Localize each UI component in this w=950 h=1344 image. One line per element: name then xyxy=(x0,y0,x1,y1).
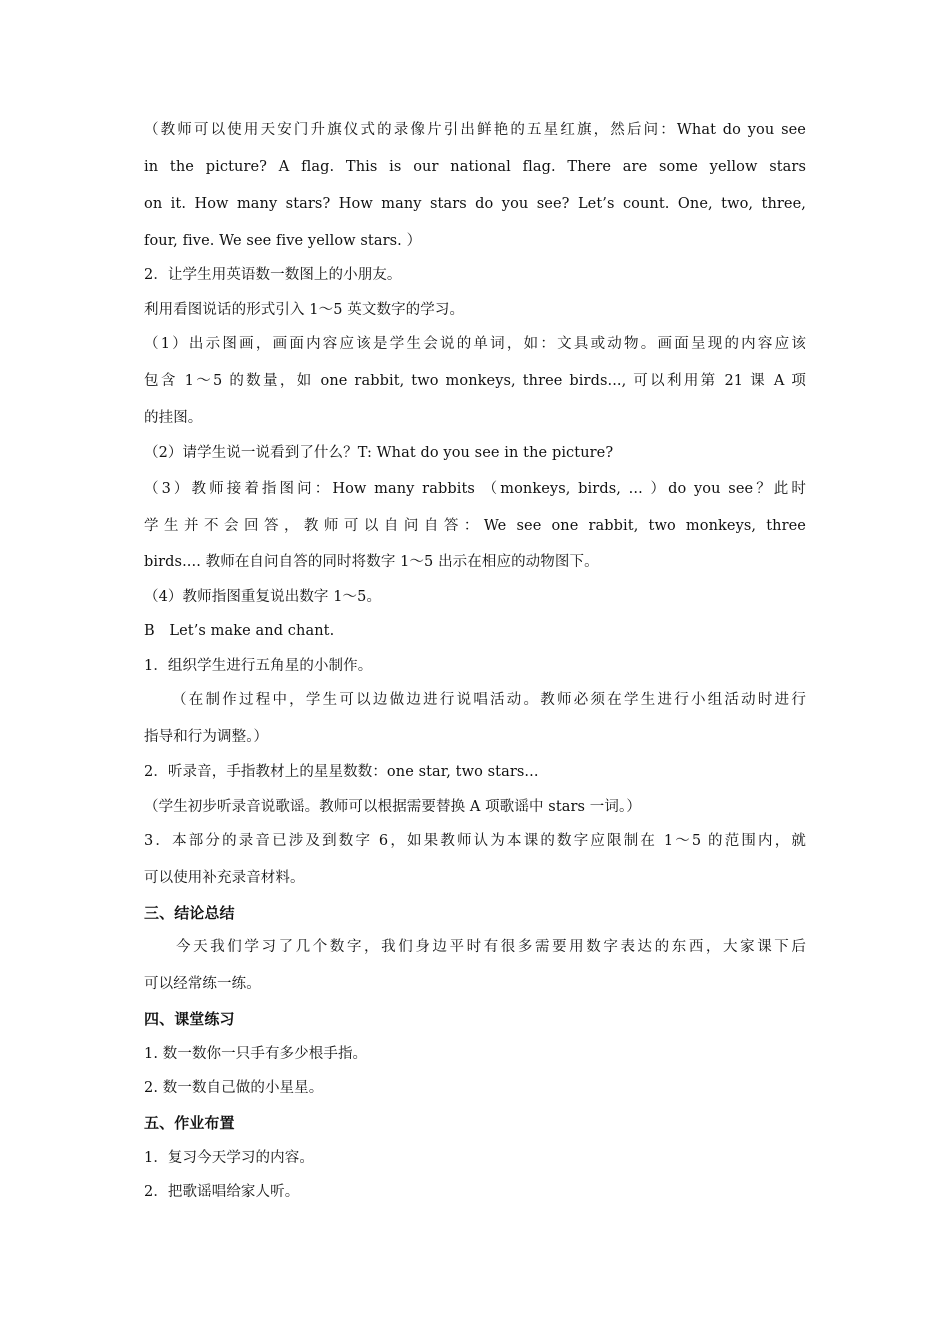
paragraph-line: 可以使用补充录音材料。 xyxy=(144,870,305,886)
paragraph-line: on it. How many stars? How many stars do you see? Let’s count. One, two, three, xyxy=(144,196,806,212)
paragraph-line: four, five. We see five yellow stars. ） xyxy=(144,233,422,249)
paragraph-line: （1）出示图画，画面内容应该是学生会说的单词，如：文具或动物。画面呈现的内容应该 xyxy=(144,336,806,352)
paragraph-line: 2．让学生用英语数一数图上的小朋友。 xyxy=(144,267,402,283)
section-heading: 五、作业布置 xyxy=(144,1114,235,1132)
paragraph-line: in the picture? A flag. This is our national flag. There are some yellow stars xyxy=(144,159,806,175)
paragraph-line: （3）教师接着指图问：How many rabbits （monkeys, birds, ... ）do you see？此时 xyxy=(144,481,806,497)
list-item: 1．复习今天学习的内容。 xyxy=(144,1150,314,1166)
paragraph-line: （4）教师指图重复说出数字 1～5。 xyxy=(144,589,382,605)
list-item: 2. 数一数自己做的小星星。 xyxy=(144,1080,324,1096)
paragraph-line: 可以经常练一练。 xyxy=(144,976,261,992)
paragraph-line: 1．组织学生进行五角星的小制作。 xyxy=(144,658,373,674)
paragraph-line: B Let’s make and chant. xyxy=(144,623,335,639)
paragraph-line: （学生初步听录音说歌谣。教师可以根据需要替换 A 项歌谣中 stars 一词。） xyxy=(144,799,641,815)
section-heading: 四、课堂练习 xyxy=(144,1010,235,1028)
paragraph-line: （教师可以使用天安门升旗仪式的录像片引出鲜艳的五星红旗，然后问：What do you see xyxy=(144,122,806,138)
section-heading: 三、结论总结 xyxy=(144,904,235,922)
list-item: 2．把歌谣唱给家人听。 xyxy=(144,1184,300,1200)
paragraph-line: 今天我们学习了几个数字，我们身边平时有很多需要用数字表达的东西，大家课下后 xyxy=(176,939,806,955)
paragraph-line: 的挂图。 xyxy=(144,410,203,426)
paragraph-line: （2）请学生说一说看到了什么？T: What do you see in the picture? xyxy=(144,445,614,461)
paragraph-line: 利用看图说话的形式引入 1～5 英文数字的学习。 xyxy=(144,302,465,318)
paragraph-line: 3．本部分的录音已涉及到数字 6，如果教师认为本课的数字应限制在 1～5 的范围内，就 xyxy=(144,833,806,849)
paragraph-line: 学生并不会回答，教师可以自问自答：We see one rabbit, two monkeys, three xyxy=(144,518,806,534)
paragraph-line: 2．听录音，手指教材上的星星数数：one star, two stars... xyxy=(144,764,539,780)
list-item: 1. 数一数你一只手有多少根手指。 xyxy=(144,1046,368,1062)
paragraph-line: （在制作过程中，学生可以边做边进行说唱活动。教师必须在学生进行小组活动时进行 xyxy=(172,692,806,708)
paragraph-line: birds.... 教师在自问自答的同时将数字 1～5 出示在相应的动物图下。 xyxy=(144,554,599,570)
paragraph-line: 包含 1～5 的数量，如 one rabbit, two monkeys, three birds..., 可以利用第 21 课 A 项 xyxy=(144,373,806,389)
paragraph-line: 指导和行为调整。） xyxy=(144,729,269,745)
